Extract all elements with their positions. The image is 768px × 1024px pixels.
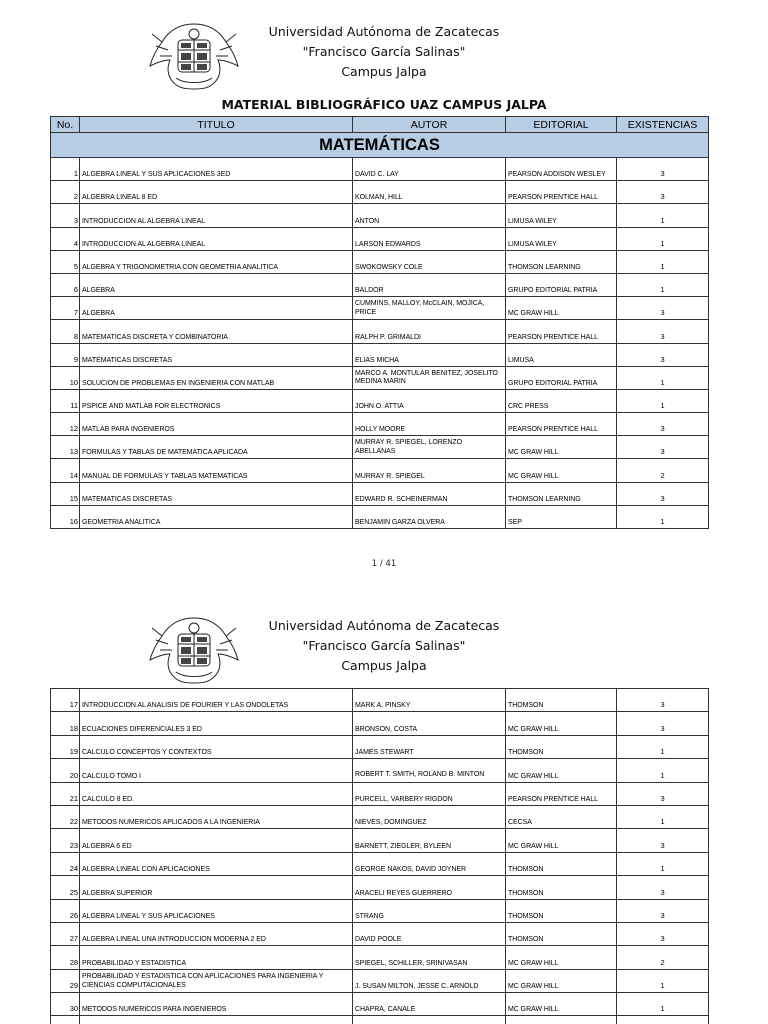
- cell-autor: MURRAY R. SPIEGEL: [353, 459, 506, 482]
- cell-titulo: ALGEBRA: [80, 297, 353, 320]
- cell-existencias: 3: [617, 876, 709, 899]
- cell-titulo: CALCULO TOMO I: [80, 759, 353, 782]
- cell-editorial: THOMSON: [506, 852, 617, 875]
- empty-cell: [80, 1016, 353, 1024]
- cell-existencias: 3: [617, 436, 709, 459]
- cell-existencias: 3: [617, 829, 709, 852]
- cell-editorial: GRUPO EDITORIAL PATRIA: [506, 273, 617, 296]
- cell-existencias: 1: [617, 204, 709, 227]
- table-row: [51, 922, 709, 945]
- table-row: [51, 181, 709, 204]
- cell-autor: BARNETT, ZIEGLER, BYLEEN: [353, 829, 506, 852]
- table-row: [51, 969, 709, 992]
- cell-titulo: ECUACIONES DIFERENCIALES 3 ED: [80, 712, 353, 735]
- table-row: [51, 505, 709, 528]
- cell-editorial: SEP: [506, 505, 617, 528]
- cell-existencias: 3: [617, 712, 709, 735]
- cell-autor: EDWARD R. SCHEINERMAN: [353, 482, 506, 505]
- cell-no: 26: [51, 899, 80, 922]
- empty-cell: [51, 1016, 80, 1024]
- cell-existencias: 1: [617, 759, 709, 782]
- cell-autor: DAVID C. LAY: [353, 158, 506, 181]
- cell-titulo: MATEMATICAS DISCRETA Y COMBINATORIA: [80, 320, 353, 343]
- cell-no: 3: [51, 204, 80, 227]
- cell-autor: SWOKOWSKY COLE: [353, 250, 506, 273]
- cell-editorial: MC GRAW HILL: [506, 436, 617, 459]
- cell-editorial: PEARSON PRENTICE HALL: [506, 320, 617, 343]
- table-row: [51, 413, 709, 436]
- header-campus: Campus Jalpa: [341, 658, 427, 673]
- cell-editorial: MC GRAW HILL: [506, 297, 617, 320]
- cell-editorial: MC GRAW HILL: [506, 993, 617, 1016]
- cell-autor: MURRAY R. SPIEGEL, LORENZO ABELLANAS: [353, 436, 506, 459]
- table-row: [51, 320, 709, 343]
- column-header-no: No.: [51, 117, 80, 133]
- cell-no: 20: [51, 759, 80, 782]
- cell-titulo: SOLUCION DE PROBLEMAS EN INGENIERIA CON MATLAB: [80, 366, 353, 389]
- table-row: [51, 366, 709, 389]
- cell-autor: LARSON EDWARDS: [353, 227, 506, 250]
- cell-existencias: 3: [617, 343, 709, 366]
- cell-editorial: MC GRAW HILL: [506, 759, 617, 782]
- header-founder: "Francisco García Salinas": [302, 44, 466, 59]
- table-row: [51, 227, 709, 250]
- cell-titulo: ALGEBRA Y TRIGONOMETRIA CON GEOMETRIA ANALITICA: [80, 250, 353, 273]
- cell-titulo: INTRODUCCION AL ALGEBRA LINEAL: [80, 204, 353, 227]
- cell-autor: CUMMINS, MALLOY, McCLAIN, MOJICA, PRICE: [353, 297, 506, 320]
- cell-no: 4: [51, 227, 80, 250]
- cell-no: 8: [51, 320, 80, 343]
- cell-existencias: 3: [617, 689, 709, 712]
- cell-titulo: CALCULO 8 ED.: [80, 782, 353, 805]
- cell-no: 25: [51, 876, 80, 899]
- cell-no: 22: [51, 805, 80, 828]
- cell-editorial: CRC PRESS: [506, 389, 617, 412]
- cell-autor: RALPH P. GRIMALDI: [353, 320, 506, 343]
- cell-editorial: THOMSON LEARNING: [506, 250, 617, 273]
- cell-editorial: PEARSON PRENTICE HALL: [506, 782, 617, 805]
- cell-no: 30: [51, 993, 80, 1016]
- page-indicator: 1 / 41: [371, 559, 397, 569]
- cell-editorial: LIMUSA WILEY: [506, 204, 617, 227]
- table-row: [51, 436, 709, 459]
- cell-no: 24: [51, 852, 80, 875]
- cell-no: 12: [51, 413, 80, 436]
- cell-existencias: 3: [617, 297, 709, 320]
- cell-autor: SPIEGEL, SCHILLER, SRINIVASAN: [353, 946, 506, 969]
- table-row: [51, 993, 709, 1016]
- cell-autor: MARK A. PINSKY: [353, 689, 506, 712]
- cell-autor: NIEVES, DOMINGUEZ: [353, 805, 506, 828]
- cell-autor: KOLMAN, HILL: [353, 181, 506, 204]
- cell-existencias: 3: [617, 922, 709, 945]
- cell-no: 6: [51, 273, 80, 296]
- cell-autor: PURCELL, VARBERY RIGDON: [353, 782, 506, 805]
- table-row: [51, 343, 709, 366]
- cell-existencias: 1: [617, 852, 709, 875]
- table-row: [51, 805, 709, 828]
- cell-no: 11: [51, 389, 80, 412]
- cell-no: 28: [51, 946, 80, 969]
- section-heading: MATEMÁTICAS: [51, 133, 709, 158]
- cell-existencias: 1: [617, 389, 709, 412]
- cell-no: 10: [51, 366, 80, 389]
- cell-editorial: THOMSON LEARNING: [506, 482, 617, 505]
- table-row: [51, 273, 709, 296]
- cell-autor: J. SUSAN MILTON, JESSE C. ARNOLD: [353, 969, 506, 992]
- cell-no: 27: [51, 922, 80, 945]
- cell-titulo: INTRODUCCION AL ANALISIS DE FOURIER Y LAS ONDOLETAS: [80, 689, 353, 712]
- cell-no: 19: [51, 735, 80, 758]
- cell-autor: DAVID POOLE: [353, 922, 506, 945]
- table-row: [51, 250, 709, 273]
- header-university: Universidad Autónoma de Zacatecas: [268, 618, 500, 633]
- cell-existencias: 3: [617, 413, 709, 436]
- table-row: [51, 782, 709, 805]
- cell-no: 7: [51, 297, 80, 320]
- cell-titulo: INTRODUCCION AL ALGEBRA LINEAL: [80, 227, 353, 250]
- cell-editorial: THOMSON: [506, 689, 617, 712]
- cell-titulo: ALGEBRA LINEAL 8 ED: [80, 181, 353, 204]
- table-row: [51, 876, 709, 899]
- cell-existencias: 3: [617, 320, 709, 343]
- cell-autor: MARCO A. MONTULAR BENITEZ, JOSELITO MEDINA MARIN: [353, 366, 506, 389]
- cell-titulo: ALGEBRA SUPERIOR: [80, 876, 353, 899]
- section-heading-row: [51, 133, 709, 158]
- bibliography-table-page-2: [50, 688, 709, 1024]
- cell-autor: JOHN O. ATTIA: [353, 389, 506, 412]
- table-row: [51, 829, 709, 852]
- cell-editorial: CECSA: [506, 805, 617, 828]
- cell-existencias: 3: [617, 899, 709, 922]
- table-row: [51, 735, 709, 758]
- column-header-row: [51, 117, 709, 133]
- table-row: [51, 946, 709, 969]
- cell-editorial: THOMSON: [506, 899, 617, 922]
- page-header: [0, 594, 768, 690]
- cell-no: 23: [51, 829, 80, 852]
- cell-titulo: GEOMETRIA ANALITICA: [80, 505, 353, 528]
- cell-editorial: THOMSON: [506, 922, 617, 945]
- cell-existencias: 1: [617, 227, 709, 250]
- cell-titulo: ALGEBRA LINEAL Y SUS APLICACIONES: [80, 899, 353, 922]
- cell-titulo: PROBABILIDAD Y ESTADISTICA CON APLICACIONES PARA INGENIERIA Y CIENCIAS COMPUTACIONALES: [80, 969, 353, 992]
- cell-titulo: METODOS NUMERICOS PARA INGENIEROS: [80, 993, 353, 1016]
- cell-editorial: LIMUSA WILEY: [506, 227, 617, 250]
- cell-existencias: 3: [617, 782, 709, 805]
- cell-autor: BENJAMIN GARZA OLVERA: [353, 505, 506, 528]
- cell-editorial: MC GRAW HILL: [506, 829, 617, 852]
- document-page-2: [0, 594, 768, 690]
- cell-titulo: MATEMATICAS DISCRETAS: [80, 482, 353, 505]
- header-campus: Campus Jalpa: [341, 64, 427, 79]
- cell-editorial: THOMSON: [506, 876, 617, 899]
- cell-titulo: FORMULAS Y TABLAS DE MATEMATICA APLICADA: [80, 436, 353, 459]
- cell-existencias: 3: [617, 181, 709, 204]
- table-row: [51, 712, 709, 735]
- column-header-existencias: EXISTENCIAS: [617, 117, 709, 133]
- empty-cell: [353, 1016, 506, 1024]
- header-founder: "Francisco García Salinas": [302, 638, 466, 653]
- cell-titulo: ALGEBRA 6 ED: [80, 829, 353, 852]
- table-row: [51, 158, 709, 181]
- page-header: [0, 0, 768, 96]
- cell-editorial: PEARSON PRENTICE HALL: [506, 181, 617, 204]
- table-row: [51, 852, 709, 875]
- document-title: MATERIAL BIBLIOGRÁFICO UAZ CAMPUS JALPA: [221, 97, 547, 112]
- cell-titulo: ALGEBRA LINEAL Y SUS APLICACIONES 3ED: [80, 158, 353, 181]
- column-header-editorial: EDITORIAL: [506, 117, 617, 133]
- cell-editorial: MC GRAW HILL: [506, 946, 617, 969]
- table-row: [51, 482, 709, 505]
- cell-titulo: ALGEBRA: [80, 273, 353, 296]
- cell-editorial: MC GRAW HILL: [506, 712, 617, 735]
- cell-titulo: MATEMATICAS DISCRETAS: [80, 343, 353, 366]
- cell-no: 21: [51, 782, 80, 805]
- cell-autor: ANTON: [353, 204, 506, 227]
- cell-no: 29: [51, 969, 80, 992]
- column-header-autor: AUTOR: [353, 117, 506, 133]
- cell-existencias: 1: [617, 505, 709, 528]
- cell-existencias: 2: [617, 946, 709, 969]
- empty-cell: [617, 1016, 709, 1024]
- cell-no: 5: [51, 250, 80, 273]
- cell-existencias: 3: [617, 158, 709, 181]
- cell-titulo: ALGEBRA LINEAL UNA INTRODUCCION MODERNA 2 ED: [80, 922, 353, 945]
- cell-autor: STRANG: [353, 899, 506, 922]
- table-row: [51, 689, 709, 712]
- cell-autor: GEORGE NAKOS, DAVID JOYNER: [353, 852, 506, 875]
- cell-existencias: 1: [617, 969, 709, 992]
- table-row: [51, 297, 709, 320]
- cell-titulo: PROBABILIDAD Y ESTADISTICA: [80, 946, 353, 969]
- cell-existencias: 1: [617, 993, 709, 1016]
- cell-no: 17: [51, 689, 80, 712]
- table-row: [51, 759, 709, 782]
- cell-no: 9: [51, 343, 80, 366]
- cell-autor: BRONSON, COSTA: [353, 712, 506, 735]
- cell-titulo: ALGEBRA LINEAL CON APLICACIONES: [80, 852, 353, 875]
- cell-no: 14: [51, 459, 80, 482]
- cell-autor: BALDOR: [353, 273, 506, 296]
- cell-no: 2: [51, 181, 80, 204]
- cell-editorial: PEARSON PRENTICE HALL: [506, 413, 617, 436]
- cell-existencias: 1: [617, 366, 709, 389]
- cell-existencias: 1: [617, 250, 709, 273]
- cell-existencias: 1: [617, 735, 709, 758]
- table-row: [51, 899, 709, 922]
- cell-titulo: PSPICE AND MATLAB FOR ELECTRONICS: [80, 389, 353, 412]
- column-header-titulo: TITULO: [80, 117, 353, 133]
- cell-editorial: GRUPO EDITORIAL PATRIA: [506, 366, 617, 389]
- cell-titulo: METODOS NUMERICOS APLICADOS A LA INGENIERIA: [80, 805, 353, 828]
- cell-editorial: PEARSON ADDISON WESLEY: [506, 158, 617, 181]
- table-row: [51, 389, 709, 412]
- header-university: Universidad Autónoma de Zacatecas: [268, 24, 500, 39]
- cell-editorial: THOMSON: [506, 735, 617, 758]
- cell-no: 16: [51, 505, 80, 528]
- cell-titulo: MATLAB PARA INGENIEROS: [80, 413, 353, 436]
- cell-autor: HOLLY MOORE: [353, 413, 506, 436]
- cell-no: 13: [51, 436, 80, 459]
- cell-autor: ROBERT T. SMITH, ROLAND B. MINTON: [353, 759, 506, 782]
- empty-cell: [506, 1016, 617, 1024]
- cell-no: 1: [51, 158, 80, 181]
- cell-editorial: MC GRAW HILL: [506, 969, 617, 992]
- cell-editorial: MC GRAW HILL: [506, 459, 617, 482]
- cell-autor: ARACELI REYES GUERRERO: [353, 876, 506, 899]
- cell-no: 15: [51, 482, 80, 505]
- table-row: [51, 204, 709, 227]
- cell-autor: CHAPRA, CANALE: [353, 993, 506, 1016]
- cell-existencias: 2: [617, 459, 709, 482]
- cell-no: 18: [51, 712, 80, 735]
- cell-existencias: 1: [617, 805, 709, 828]
- cell-existencias: 3: [617, 482, 709, 505]
- cell-existencias: 1: [617, 273, 709, 296]
- table-row-partial: [51, 1016, 709, 1024]
- cell-titulo: MANUAL DE FORMULAS Y TABLAS MATEMATICAS: [80, 459, 353, 482]
- cell-autor: JAMES STEWART: [353, 735, 506, 758]
- table-row: [51, 459, 709, 482]
- bibliography-table-page-1: [50, 116, 709, 529]
- cell-autor: ELIAS MICHA: [353, 343, 506, 366]
- cell-titulo: CALCULO CONCEPTOS Y CONTEXTOS: [80, 735, 353, 758]
- cell-editorial: LIMUSA: [506, 343, 617, 366]
